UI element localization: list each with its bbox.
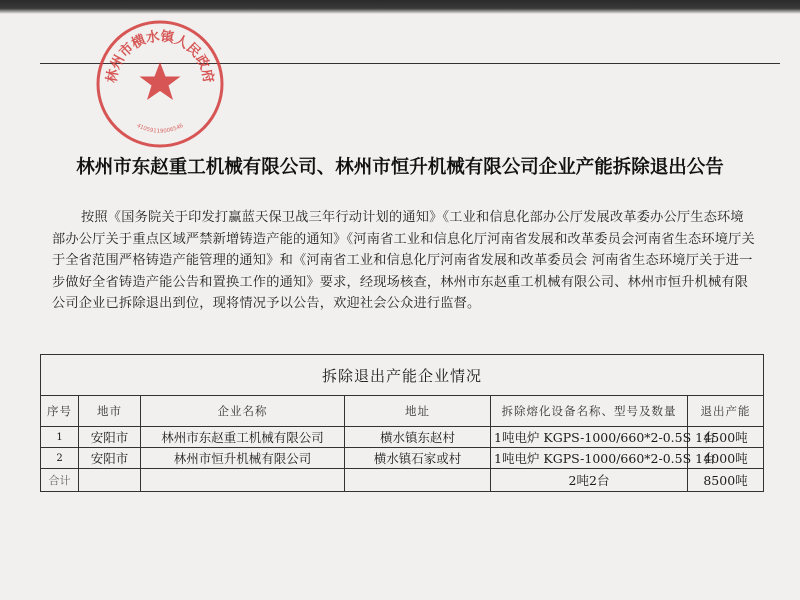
table-header-row <box>41 396 764 427</box>
row-index: 2 <box>41 448 79 469</box>
notice-body: 按照《国务院关于印发打赢蓝天保卫战三年行动计划的通知》《工业和信息化部办公厅发展改革委办公厅生态环境部办公厅关于重点区域严禁新增铸造产能的通知》《河南省工业和信息化厅河南省发展和改革委员会河南省生态环境厅关于全省范围严格铸造产能管理的通知》和《河南省工业和信息化厅河南省发展和改革委员会 河南省生态环境厅关于进一步做好全省铸造产能公告和置换工作的通知》要求，经现场核查，林州市东赵重工机械有限公司、林州市恒升机械有限公司企业已拆除退出到位，现将情况予以公告，欢迎社会公众进行监督。 <box>52 210 755 311</box>
official-seal <box>94 18 226 150</box>
header-company: 企业名称 <box>141 396 345 427</box>
header-address: 地址 <box>345 396 491 427</box>
seal-star-icon <box>140 62 181 100</box>
table-row <box>41 427 764 448</box>
row-company: 林州市恒升机械有限公司 <box>141 448 345 469</box>
header-city: 地市 <box>79 396 141 427</box>
row-index: 1 <box>41 427 79 448</box>
total-equipment: 2吨2台 <box>491 469 688 492</box>
row-equipment: 1吨电炉 KGPS-1000/660*2-0.5S 1台 <box>491 448 688 469</box>
capacity-table <box>40 354 763 492</box>
row-address: 横水镇石家或村 <box>345 448 491 469</box>
svg-text:41059119006546 <box>136 123 185 135</box>
row-equipment: 1吨电炉 KGPS-1000/660*2-0.5S 1台 <box>491 427 688 448</box>
table-total-row <box>41 469 764 492</box>
table-caption: 拆除退出产能企业情况 <box>41 355 764 396</box>
total-label: 合计 <box>41 469 79 492</box>
total-empty-company <box>141 469 345 492</box>
top-shadow <box>0 0 800 14</box>
total-empty-city <box>79 469 141 492</box>
header-index: 序号 <box>41 396 79 427</box>
seal-name-text: 林州市横水镇人民政府 <box>103 28 217 85</box>
total-capacity: 8500吨 <box>688 469 764 492</box>
header-equipment: 拆除熔化设备名称、型号及数量 <box>491 396 688 427</box>
row-capacity: 4000吨 <box>688 448 764 469</box>
row-company: 林州市东赵重工机械有限公司 <box>141 427 345 448</box>
total-empty-address <box>345 469 491 492</box>
seal-code-text: 41059119006546 <box>135 122 185 135</box>
header-capacity: 退出产能 <box>688 396 764 427</box>
row-capacity: 4500吨 <box>688 427 764 448</box>
row-city: 安阳市 <box>79 448 141 469</box>
notice-title: 林州市东赵重工机械有限公司、林州市恒升机械有限公司企业产能拆除退出公告 <box>76 157 724 178</box>
row-city: 安阳市 <box>79 427 141 448</box>
table-row <box>41 448 764 469</box>
row-address: 横水镇东赵村 <box>345 427 491 448</box>
